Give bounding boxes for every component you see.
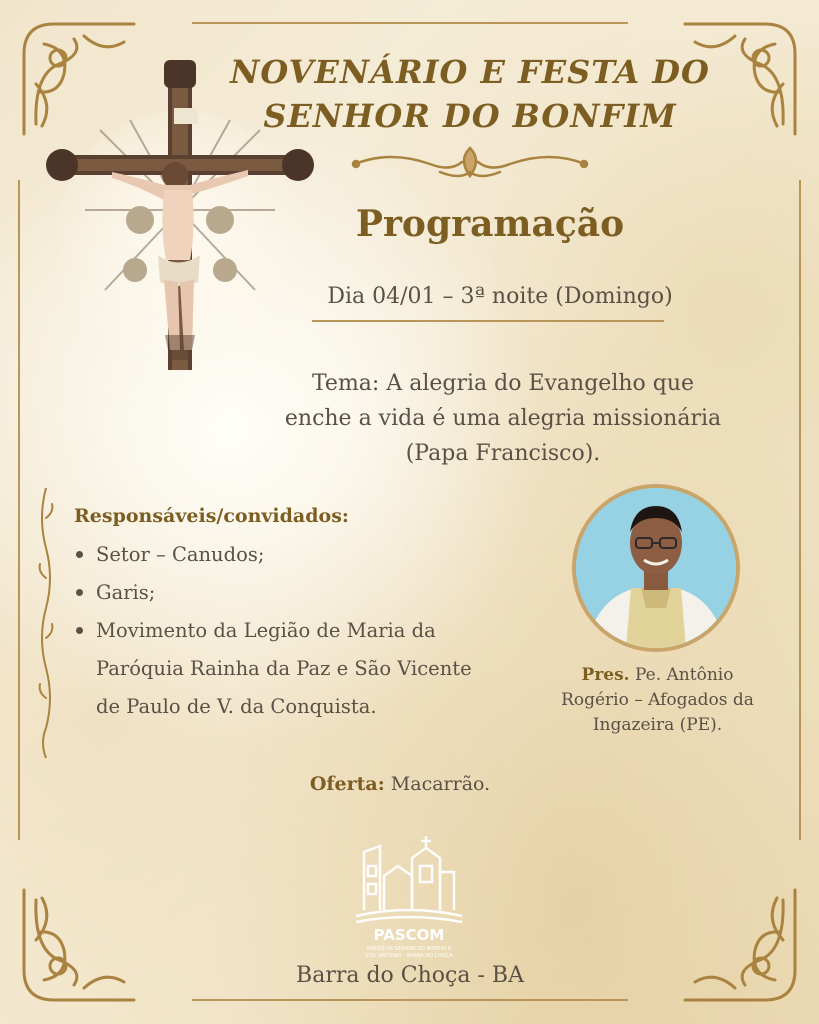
list-item-text: Garis; <box>96 581 156 604</box>
presider-photo <box>576 488 736 648</box>
frame-top-line <box>192 22 628 24</box>
offer-value: Macarrão. <box>390 773 491 795</box>
program-heading: Programação <box>355 203 625 245</box>
logo-name: PASCOM <box>373 926 445 944</box>
responsibles-section <box>74 505 544 726</box>
bullet-icon <box>76 551 83 558</box>
corner-ornament-bottom-right <box>675 880 805 1010</box>
presider-line-2: Rogério – Afogados da <box>561 690 754 710</box>
bullet-icon <box>76 627 83 634</box>
priest-portrait-icon <box>576 488 736 648</box>
list-item <box>74 612 544 726</box>
theme-line-1: Tema: A alegria do Evangelho que <box>311 371 695 396</box>
offer-label: Oferta: <box>309 773 385 795</box>
list-item-text: Paróquia Rainha da Paz e São Vicente <box>96 657 472 680</box>
vine-ornament <box>36 488 56 758</box>
list-item-text: Setor – Canudos; <box>96 543 265 566</box>
presider-label: Pres. <box>581 665 630 685</box>
corner-ornament-bottom-left <box>14 880 144 1010</box>
event-title <box>230 50 710 138</box>
title-line-1: NOVENÁRIO E FESTA DO <box>230 53 710 91</box>
presider-info <box>535 663 780 738</box>
logo-subtitle-1: PARÓQUIA SENHOR DO BONFIM E <box>366 946 452 952</box>
presider-photo-frame <box>572 484 740 652</box>
list-item <box>74 536 544 574</box>
theme-text <box>218 366 788 471</box>
list-item <box>74 574 544 612</box>
bullet-icon <box>76 589 83 596</box>
list-item-text: de Paulo de V. da Conquista. <box>96 695 377 718</box>
divider-ornament <box>350 142 590 182</box>
presider-line-3: Ingazeira (PE). <box>592 715 723 735</box>
responsibles-title: Responsáveis/convidados: <box>74 505 349 527</box>
city-footer: Barra do Choça - BA <box>296 963 524 988</box>
logo-subtitle-2: STO. ANTÔNIO - BARRA DO CHOÇA <box>365 953 453 959</box>
pascom-logo <box>350 836 468 966</box>
theme-line-3: (Papa Francisco). <box>405 441 601 466</box>
day-underline <box>312 320 664 322</box>
offer-line <box>250 773 550 795</box>
frame-left-line <box>18 180 20 840</box>
list-item-text: Movimento da Legião de Maria da <box>96 619 436 642</box>
theme-line-2: enche a vida é uma alegria missionária <box>284 406 722 431</box>
day-subtitle: Dia 04/01 – 3ª noite (Domingo) <box>327 284 673 309</box>
responsibles-list <box>74 536 544 726</box>
frame-right-line <box>799 180 801 840</box>
frame-bottom-line <box>192 999 628 1001</box>
title-line-2: SENHOR DO BONFIM <box>263 97 677 135</box>
presider-line-1: Pe. Antônio <box>634 665 734 685</box>
